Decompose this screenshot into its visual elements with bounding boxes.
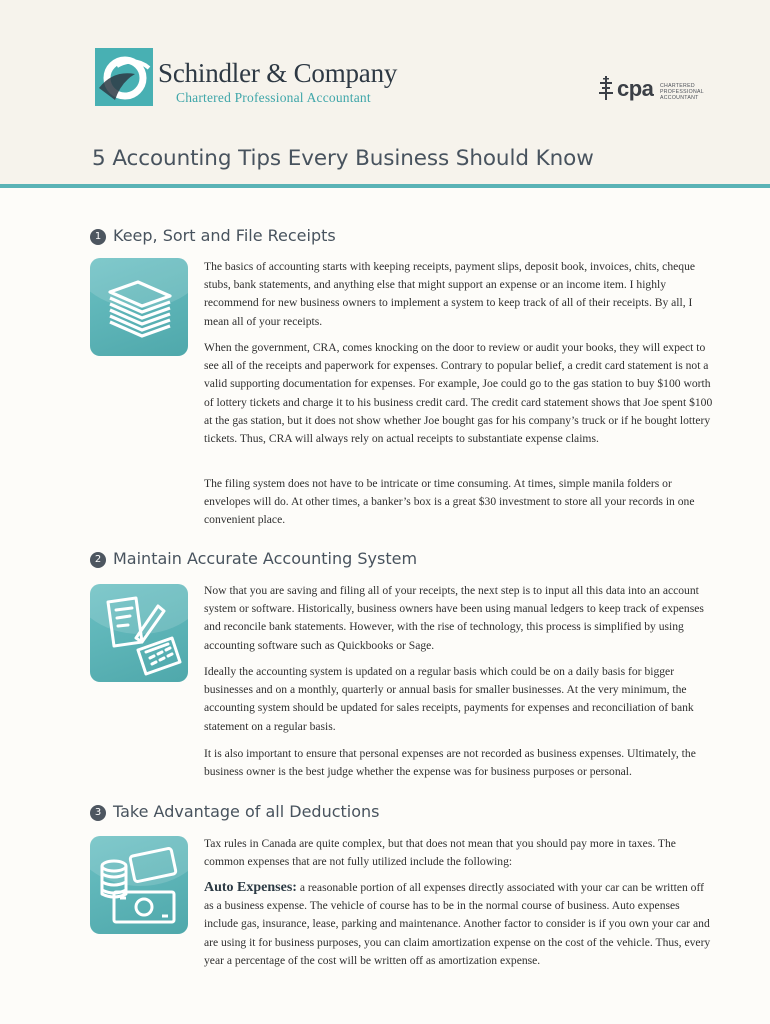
cpa-logo-text: cpa — [617, 76, 654, 101]
page-header — [0, 0, 770, 188]
section-heading-1 — [90, 226, 336, 245]
section-1-paragraph-3: The filing system does not have to be intricate or time consuming. At times, simple manila folders or envelopes will do. At other times, a banker’s box is a great $30 investment to store all your records in one convenient place. — [204, 477, 695, 527]
section-2-paragraph-3: It is also important to ensure that personal expenses are not recorded as business expenses. Ultimately, the business owner is the best judge whether the expense was for business purposes or personal. — [204, 747, 696, 779]
section-heading-text: Take Advantage of all Deductions — [113, 802, 380, 821]
page-title: 5 Accounting Tips Every Business Should Know — [92, 146, 594, 171]
section-2-paragraph-2: Ideally the accounting system is updated on a regular basis which could be on a daily basis for bigger businesses and on a monthly, quarterly or annual basis for smaller businesses. At the very minimum, the accounting system should be updated for sales receipts, payments for expenses and reconciliation of bank statement on a regular basis. — [204, 665, 694, 733]
section-1-paragraph-1: The basics of accounting starts with keeping receipts, payment slips, deposit book, invoices, chits, cheque stubs, bank statements, and anything else that might support an expense or an income item. I highly recommend for new business owners to implement a system to keep track of all of their receipts. By all, I mean all of your receipts. — [204, 260, 696, 328]
section-2-paragraph-1: Now that you are saving and filing all of your receipts, the next step is to input all this data into an account system or software. Historically, business owners have been using manual ledgers to keep track of expenses and reconcile bank statements. However, with the rise of technology, this process is simplified by using accounting software such as Quickbooks or Sage. — [204, 584, 704, 652]
section-3-auto-expenses — [204, 879, 716, 970]
section-number-badge: 1 — [90, 229, 106, 245]
company-subtitle: Chartered Professional Accountant — [176, 90, 371, 105]
cpa-logo — [597, 74, 702, 104]
cpa-logo-caption: CHARTERED PROFESSIONAL ACCOUNTANT — [660, 83, 704, 101]
company-logo-icon — [95, 48, 153, 106]
auto-expenses-text: a reasonable portion of all expenses directly associated with your car can be written off as a business expense. The vehicle of course has to be in the normal course of business. Auto expenses include gas, insurance, lease, parking and maintenance. Another factor to consider is if you own your car and are using it for business purposes, you can claim amortization expense on the cost of the vehicle. Thus, every year a percentage of the cost will be written off as amortization expense. — [204, 881, 711, 967]
section-heading-3 — [90, 802, 379, 821]
receipts-stack-icon — [90, 258, 188, 356]
section-number-badge: 2 — [90, 552, 106, 568]
section-1-paragraph-2: When the government, CRA, comes knocking on the door to review or audit your books, they will expect to see all of the receipts and paperwork for expenses. Contrary to popular belief, a credit card statement is not a valid supporting documentation for expenses. For example, Joe could go to the gas station to buy $100 worth of lottery tickets and charge it to his business credit card. The credit card statement shows that Joe spent $100 at the gas station, but it does not show whether Joe bought gas for his company’s truck or if he bought lottery tickets. Thus, CRA will always rely on actual receipts to substantiate expense claims. — [204, 341, 713, 446]
section-3-paragraph-1: Tax rules in Canada are quite complex, but that does not mean that you should pay more in taxes. The common expenses that are not fully utilized include the following: — [204, 837, 676, 869]
section-heading-text: Maintain Accurate Accounting System — [113, 549, 418, 568]
section-heading-2 — [90, 549, 417, 568]
section-number-badge: 3 — [90, 805, 106, 821]
maple-leaf-icon — [597, 74, 615, 102]
auto-expenses-lead: Auto Expenses: — [204, 880, 297, 895]
company-name: Schindler & Company — [158, 58, 398, 88]
section-heading-text: Keep, Sort and File Receipts — [113, 226, 336, 245]
title-divider — [0, 184, 770, 188]
ledger-calculator-icon — [90, 584, 188, 682]
money-card-icon — [90, 836, 188, 934]
